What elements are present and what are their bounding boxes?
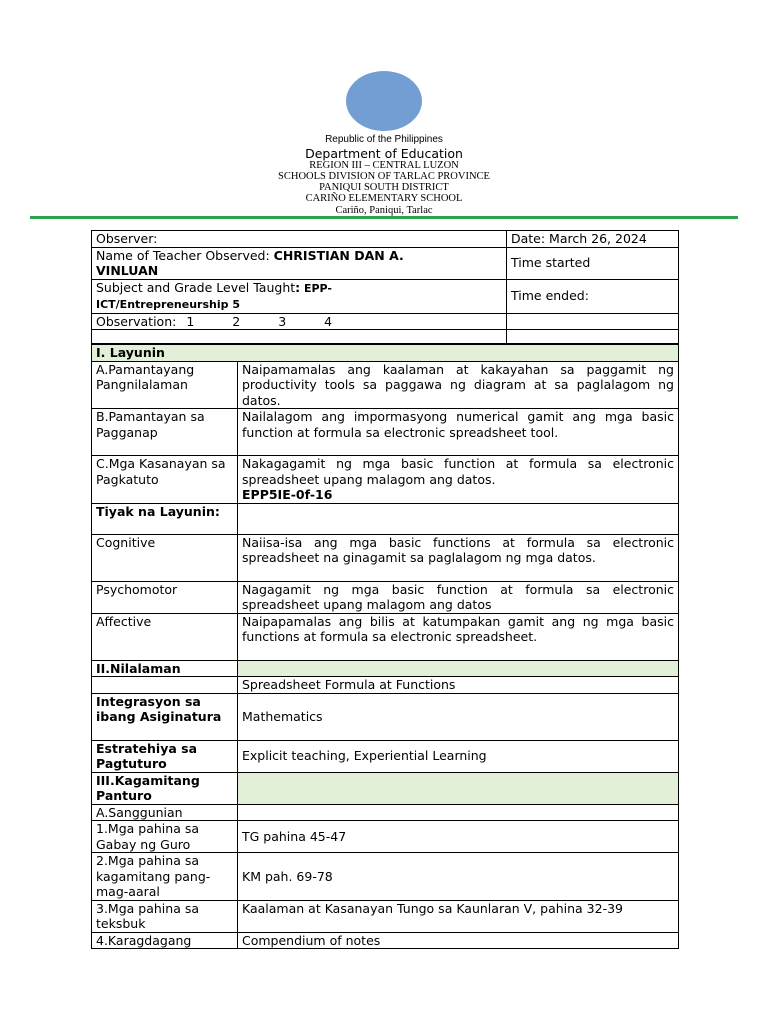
observer-field: Observer:	[92, 231, 507, 248]
ref-value: Compendium of notes	[238, 932, 679, 949]
row-content: Nakagagamit ng mga basic function at formula sa electronic spreadsheet upang malagom ang datos. EPP5IE-0f-16	[238, 456, 679, 504]
competency-code: EPP5IE-0f-16	[242, 487, 333, 502]
row-label: Tiyak na Layunin:	[92, 503, 238, 534]
observation-info-table	[91, 230, 679, 344]
row-content: Naipapamalas ang bilis at katumpakan gamit ang ng mga basic functions at formula sa electronic spreadsheet.	[238, 613, 679, 660]
division-line: SCHOOLS DIVISION OF TARLAC PROVINCE	[278, 171, 490, 182]
date-field: Date: March 26, 2024	[507, 231, 679, 248]
ref-label: 1.Mga pahina sa Gabay ng Guro	[92, 821, 238, 853]
row-content	[238, 503, 679, 534]
sanggunian-label: A.Sanggunian	[92, 804, 238, 821]
ref-label: 3.Mga pahina sa teksbuk	[92, 900, 238, 932]
address-line: Cariño, Paniqui, Tarlac	[335, 205, 433, 216]
integrasyon-value: Mathematics	[238, 693, 679, 740]
empty-cell	[507, 313, 679, 330]
district-line: PANIQUI SOUTH DISTRICT	[319, 182, 449, 193]
row-label: Affective	[92, 613, 238, 660]
lesson-plan-table	[91, 344, 679, 949]
row-content: Nagagamit ng mga basic function at formula sa electronic spreadsheet upang malagom ang datos	[238, 581, 679, 613]
region-line: REGION III – CENTRAL LUZON	[309, 160, 459, 171]
nilalaman-content: Spreadsheet Formula at Functions	[238, 677, 679, 694]
school-line: CARIÑO ELEMENTARY SCHOOL	[305, 193, 463, 204]
row-label: B.Pamantayan sa Pagganap	[92, 409, 238, 456]
teacher-field: Name of Teacher Observed: CHRISTIAN DAN A. VINLUAN	[92, 247, 507, 279]
estratehiya-label: Estratehiya sa Pagtuturo	[92, 740, 238, 772]
row-content: Naiisa-isa ang mga basic functions at formula sa electronic spreadsheet na ginagamit sa paglalagom ng mga datos.	[238, 534, 679, 581]
ref-value: Kaalaman at Kasanayan Tungo sa Kaunlaran V, pahina 32-39	[238, 900, 679, 932]
subject-field: Subject and Grade Level Taught: EPP- ICT/Entrepreneurship 5	[92, 279, 507, 313]
integrasyon-label: Integrasyon sa ibang Asiginatura	[92, 693, 238, 740]
row-label: Cognitive	[92, 534, 238, 581]
kagamitan-heading: III.Kagamitang Panturo	[92, 772, 238, 804]
row-content	[238, 804, 679, 821]
ref-value: KM pah. 69-78	[238, 853, 679, 901]
kagamitan-filler	[238, 772, 679, 804]
estratehiya-value: Explicit teaching, Experiential Learning	[238, 740, 679, 772]
deped-seal	[346, 71, 422, 131]
row-label: Psychomotor	[92, 581, 238, 613]
empty-cell	[507, 330, 679, 344]
row-content: Naipamamalas ang kaalaman at kakayahan sa paggamit ng productivity tools sa paggawa ng diagram at sa paglalagom ng datos.	[238, 361, 679, 409]
ref-label: 2.Mga pahina sa kagamitang pang-mag-aaral	[92, 853, 238, 901]
observation-field: Observation: 1 2 3 4	[92, 313, 507, 330]
layunin-heading: I. Layunin	[92, 345, 679, 362]
nilalaman-heading: II.Nilalaman	[92, 660, 238, 677]
nilalaman-filler	[238, 660, 679, 677]
row-content: Nailalagom ang impormasyong numerical gamit ang mga basic function at formula sa electronic spreadsheet tool.	[238, 409, 679, 456]
empty-cell	[92, 330, 507, 344]
row-label: A.Pamantayang Pangnilalaman	[92, 361, 238, 409]
header-divider	[30, 216, 738, 219]
republic-line: Republic of the Philippines	[325, 134, 443, 145]
department-line: Department of Education	[305, 146, 463, 161]
time-started-field: Time started	[507, 247, 679, 279]
ref-value: TG pahina 45-47	[238, 821, 679, 853]
ref-label: 4.Karagdagang	[92, 932, 238, 949]
row-label	[92, 677, 238, 694]
time-ended-field: Time ended:	[507, 279, 679, 313]
row-label: C.Mga Kasanayan sa Pagkatuto	[92, 456, 238, 504]
